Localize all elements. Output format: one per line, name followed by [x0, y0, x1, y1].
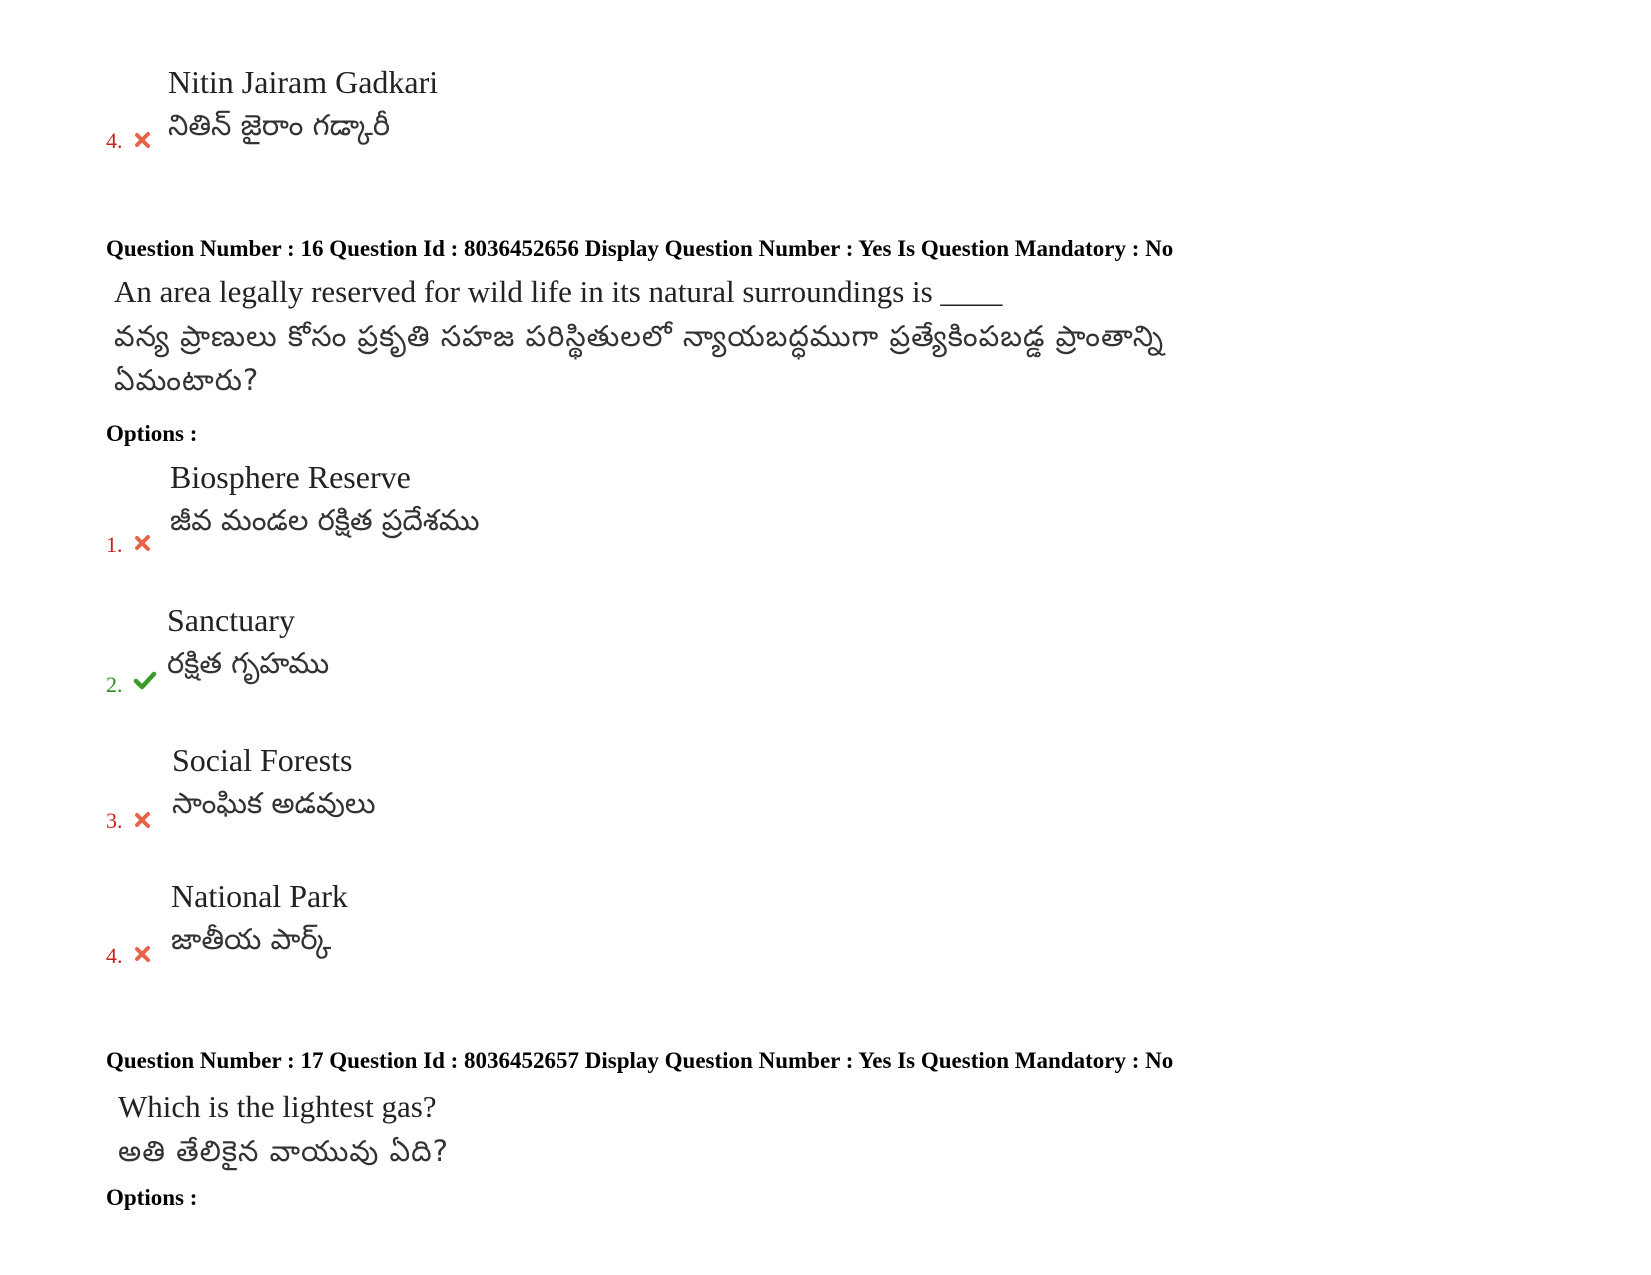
question-text-te-line1: అతి తేలికైన వాయువు ఏది?: [118, 1134, 449, 1168]
option-text-en: Nitin Jairam Gadkari: [168, 64, 439, 100]
option-text: [171, 874, 348, 960]
cross-icon: [133, 810, 153, 830]
cross-icon: [133, 130, 153, 150]
question-text: [118, 1085, 449, 1173]
option-text-te: రక్షిత గృహము: [167, 646, 330, 680]
option-text-en: Biosphere Reserve: [170, 459, 411, 495]
option-4: [0, 874, 1651, 984]
option-text-te: సాంఘిక అడవులు: [172, 786, 376, 820]
option-text: [167, 598, 329, 684]
option-number: 4.: [106, 943, 123, 968]
option-number: 1.: [106, 532, 123, 557]
option-text: [168, 60, 438, 146]
question-text-en: Which is the lightest gas?: [118, 1089, 437, 1124]
option-3: [0, 738, 1651, 848]
prev-option-4: [0, 60, 1651, 170]
option-text-en: National Park: [171, 878, 348, 914]
option-text-te: జీవ మండల రక్షిత ప్రదేశము: [170, 503, 480, 537]
option-number: 4.: [106, 128, 123, 153]
check-icon: [133, 670, 157, 690]
option-number: 3.: [106, 808, 123, 833]
option-text: [172, 738, 376, 824]
option-text: [170, 455, 480, 541]
question-text-te-line1: వన్య ప్రాణులు కోసం ప్రకృతి సహజ పరిస్థితులలో న్యాయబద్ధముగా ప్రత్యేకింపబడ్డ ప్రాంతాన్ని: [114, 319, 1165, 353]
option-text-te: నితిన్ జైరాం గడ్కారీ: [168, 108, 391, 142]
options-label: Options :: [106, 421, 198, 446]
option-1: [0, 455, 1651, 565]
option-text-en: Sanctuary: [167, 602, 295, 638]
option-number: 2.: [106, 672, 123, 697]
cross-icon: [133, 944, 153, 964]
question-header: Question Number : 16 Question Id : 8036452656 Display Question Number : Yes Is Question Mandatory : No: [106, 236, 1174, 261]
cross-icon: [133, 533, 153, 553]
question-header: Question Number : 17 Question Id : 8036452657 Display Question Number : Yes Is Question Mandatory : No: [106, 1048, 1174, 1073]
options-label: Options :: [106, 1185, 198, 1210]
option-text-te: జాతీయ పార్క్: [171, 922, 332, 956]
option-text-en: Social Forests: [172, 742, 353, 778]
option-2: [0, 598, 1651, 708]
question-text-te-line2: ఏమంటారు?: [114, 363, 260, 397]
question-text-en: An area legally reserved for wild life in its natural surroundings is ____: [114, 274, 1003, 309]
question-text: [114, 270, 1164, 402]
